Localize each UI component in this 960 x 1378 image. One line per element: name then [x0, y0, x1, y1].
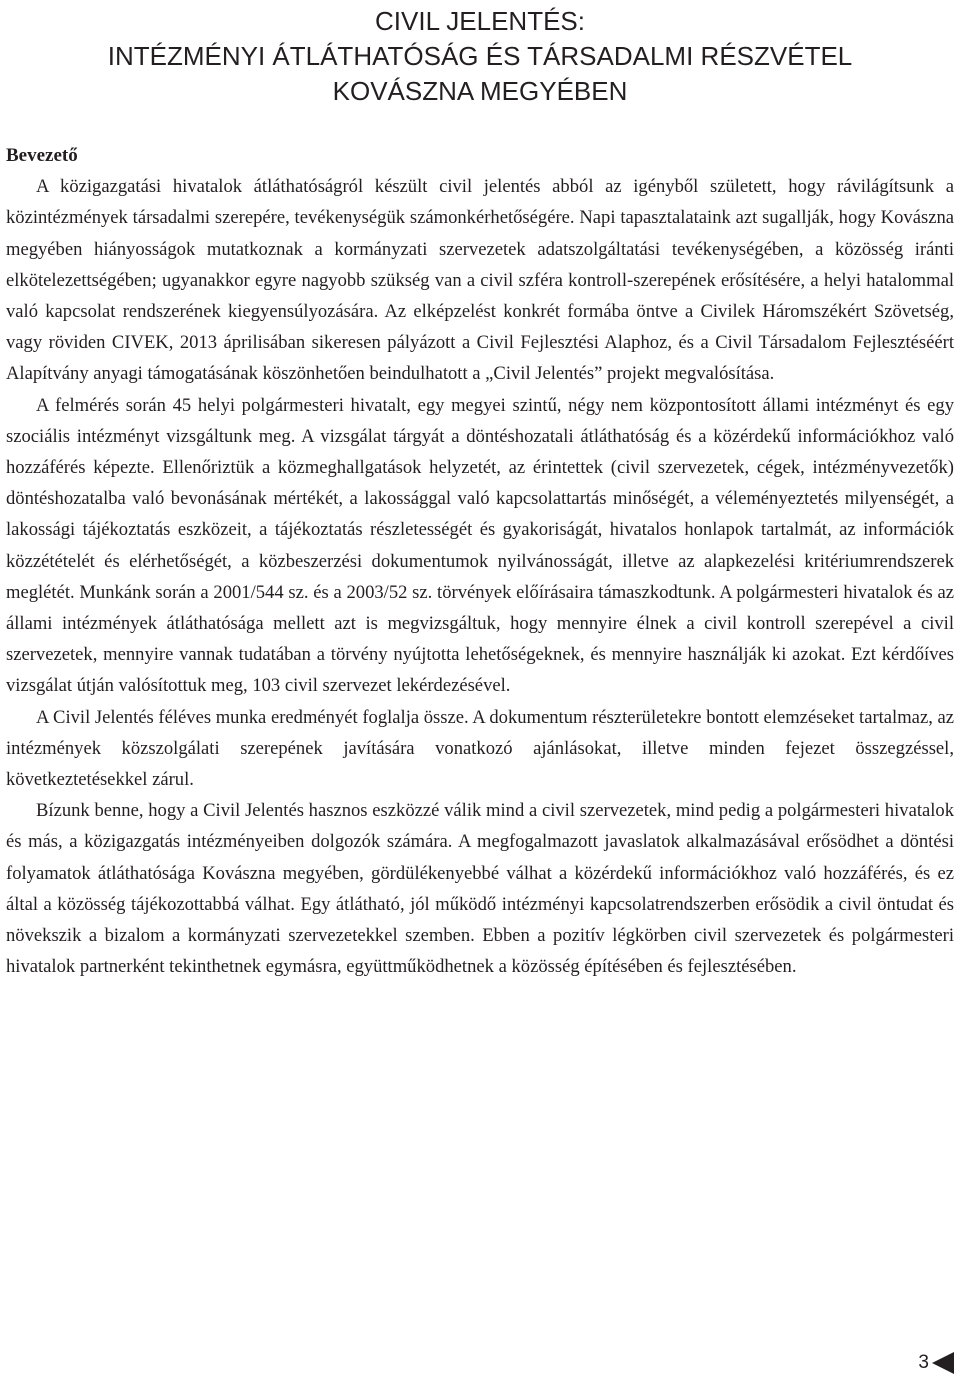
paragraph-2: A felmérés során 45 helyi polgármesteri hivatalt, egy megyei szintű, négy nem központosított állami intézményt és egy szociális intézményt vizsgáltunk meg. A vizsgálat tárgyát a döntéshozatali átláthatóság és a közérdekű információkhoz való hozzáférés képezte. Ellenőriztük a közmeghallgatások helyzetét, az érintettek (civil szervezetek, cégek, intézményvezetők) döntéshozatalba való bevonásának mértékét, a lakossággal való kapcsolattartás minőségét, a véleményeztetés milyenségét, a lakossági tájékoztatás eszközeit, a tájékoztatás részletességét és gyakoriságát, hivatalos honlapok tartalmát, az információk közzétételét és elérhetőségét, a közbeszerzési dokumentumok nyilvánosságát, illetve az alapkezelési kritériumrendszerek meglétét. Munkánk során a 2001/544 sz. és a 2003/52 sz. törvények előírásaira támaszkodtunk. A polgármesteri hivatalok és az állami intézmények átláthatósága mellett azt is megvizsgáltuk, hogy mennyire élnek a civil kontroll szerepével a civil szervezetek, mennyire vannak tudatában a törvény nyújtotta lehetőségeknek, és mennyire használják ki azokat. Ezt kérdőíves vizsgálat útján valósítottuk meg, 103 civil szervezet lekérdezésével. — [6, 394, 954, 697]
triangle-marker-icon — [932, 1352, 954, 1374]
document-body — [6, 140, 954, 982]
paragraph-4: Bízunk benne, hogy a Civil Jelentés hasznos eszközzé válik mind a civil szervezetek, mind pedig a polgármesteri hivatalok és más, a közigazgatás intézményeiben dolgozók számára. A megfogalmazott javaslatok alkalmazásával erősödhet a döntési folyamatok átláthatósága Kovászna megyében, gördülékenyebbé válhat a közérdekű információkhoz való hozzáférés, és ez által a közösség tájékozottabbá válhat. Egy átlátható, jól működő intézményi kapcsolatrendszerben erősödik a civil öntudat és növekszik a bizalom a kormányzati szervezetekkel szemben. Ebben a pozitív légkörben civil szervezetek és polgármesteri hivatalok partnerként tekinthetnek egymásra, együttműködhetnek a közösség építésében és fejlesztésében. — [6, 800, 954, 978]
document-title — [0, 4, 960, 109]
title-line-1: CIVIL JELENTÉS: — [375, 6, 585, 36]
paragraph-3: A Civil Jelentés féléves munka eredményét foglalja össze. A dokumentum részterületekre bontott elemzéseket tartalmaz, az intézmények közszolgálati szerepének javítására vonatkozó ajánlásokat, illetve minden fejezet összegzéssel, következtetésekkel zárul. — [6, 706, 954, 791]
page-footer — [918, 1352, 954, 1374]
title-line-3: KOVÁSZNA MEGYÉBEN — [332, 76, 628, 106]
paragraph-1: A közigazgatási hivatalok átláthatóságról készült civil jelentés abból az igényből született, hogy rávilágítsunk a közintézmények társadalmi szerepére, tevékenységük számonkérhetőségére. Napi tapasztalataink azt sugallják, hogy Kovászna megyében hiányosságok mutatkoznak a kormányzati szervezetek adatszolgáltatási tevékenységében, a közösség iránti elkötelezettségében; ugyanakkor egyre nagyobb szükség van a civil szféra kontroll-szerepének erősítésére, a helyi hatalommal való kapcsolat rendszerének kiegyensúlyozására. Az elképzelést konkrét formába öntve a Civilek Háromszékért Szövetség, vagy röviden CIVEK, 2013 áprilisában sikeresen pályázott a Civil Fejlesztési Alaphoz, és a Civil Társadalom Fejlesztéséért Alapítvány anyagi támogatásának köszönhetően beindulhatott a „Civil Jelentés” projekt megvalósítása. — [6, 176, 954, 385]
title-line-2: INTÉZMÉNYI ÁTLÁTHATÓSÁG ÉS TÁRSADALMI RÉSZVÉTEL — [107, 41, 853, 71]
page-number: 3 — [918, 1352, 929, 1373]
section-heading: Bevezető — [6, 145, 78, 166]
